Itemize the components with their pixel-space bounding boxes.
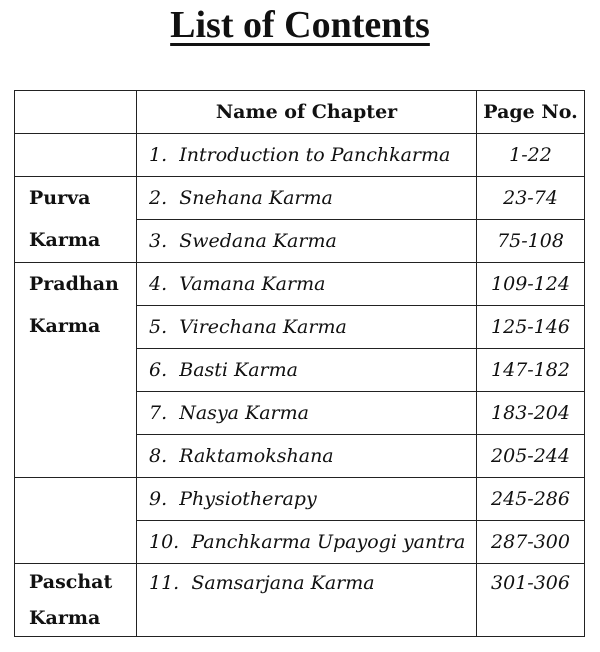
page-title	[0, 2, 600, 48]
page-range: 147-182	[477, 349, 585, 392]
chapter-name: Panchkarma Upayogi yantra	[191, 531, 466, 553]
section-line: Karma	[29, 229, 101, 251]
chapter-name: Virechana Karma	[179, 316, 347, 338]
chapter-name: Snehana Karma	[179, 187, 333, 209]
chapter-number: 5.	[149, 316, 168, 338]
chapter-number: 7.	[149, 402, 168, 424]
page-range: 301-306	[477, 564, 585, 637]
chapter-cell	[137, 220, 477, 263]
section-line: Karma	[29, 315, 101, 337]
table-row	[15, 134, 585, 177]
section-pradhan-karma	[15, 263, 137, 478]
section-paschat-karma	[15, 564, 137, 637]
page-range: 109-124	[477, 263, 585, 306]
chapter-cell	[137, 263, 477, 306]
title-text: List of Contents	[170, 4, 430, 46]
chapter-number: 6.	[149, 359, 168, 381]
chapter-name: Physiotherapy	[179, 488, 317, 510]
header-page-no: Page No.	[477, 91, 585, 134]
section-line: Pradhan	[29, 273, 119, 295]
chapter-cell	[137, 349, 477, 392]
chapter-number: 8.	[149, 445, 168, 467]
chapter-cell	[137, 392, 477, 435]
chapter-number: 3.	[149, 230, 168, 252]
chapter-name: Introduction to Panchkarma	[179, 144, 451, 166]
page-range: 125-146	[477, 306, 585, 349]
page-range: 183-204	[477, 392, 585, 435]
chapter-name: Vamana Karma	[179, 273, 326, 295]
chapter-name: Nasya Karma	[179, 402, 309, 424]
page-range: 75-108	[477, 220, 585, 263]
chapter-name: Samsarjana Karma	[191, 572, 375, 594]
page-range: 245-286	[477, 478, 585, 521]
section-empty-cell	[15, 478, 137, 564]
chapter-number: 1.	[149, 144, 168, 166]
chapter-cell	[137, 177, 477, 220]
section-line: Paschat	[29, 571, 113, 593]
header-section-cell	[15, 91, 137, 134]
page-range: 23-74	[477, 177, 585, 220]
chapter-name: Basti Karma	[179, 359, 298, 381]
section-line: Karma	[29, 607, 101, 629]
table-row	[15, 177, 585, 220]
page-range: 205-244	[477, 435, 585, 478]
chapter-cell	[137, 134, 477, 177]
chapter-name: Raktamokshana	[179, 445, 334, 467]
chapter-name: Swedana Karma	[179, 230, 337, 252]
page-range: 1-22	[477, 134, 585, 177]
chapter-number: 2.	[149, 187, 168, 209]
table-row	[15, 564, 585, 637]
chapter-number: 11.	[149, 572, 180, 594]
section-purva-karma	[15, 177, 137, 263]
section-line: Purva	[29, 187, 91, 209]
table-header-row	[15, 91, 585, 134]
chapter-cell	[137, 564, 477, 637]
chapter-number: 4.	[149, 273, 168, 295]
chapter-number: 10.	[149, 531, 180, 553]
chapter-cell	[137, 521, 477, 564]
header-chapter-name: Name of Chapter	[137, 91, 477, 134]
section-empty-cell	[15, 134, 137, 177]
chapter-cell	[137, 435, 477, 478]
table-row	[15, 478, 585, 521]
chapter-cell	[137, 306, 477, 349]
contents-table	[14, 90, 585, 637]
chapter-number: 9.	[149, 488, 168, 510]
page-range: 287-300	[477, 521, 585, 564]
chapter-cell	[137, 478, 477, 521]
table-row	[15, 263, 585, 306]
